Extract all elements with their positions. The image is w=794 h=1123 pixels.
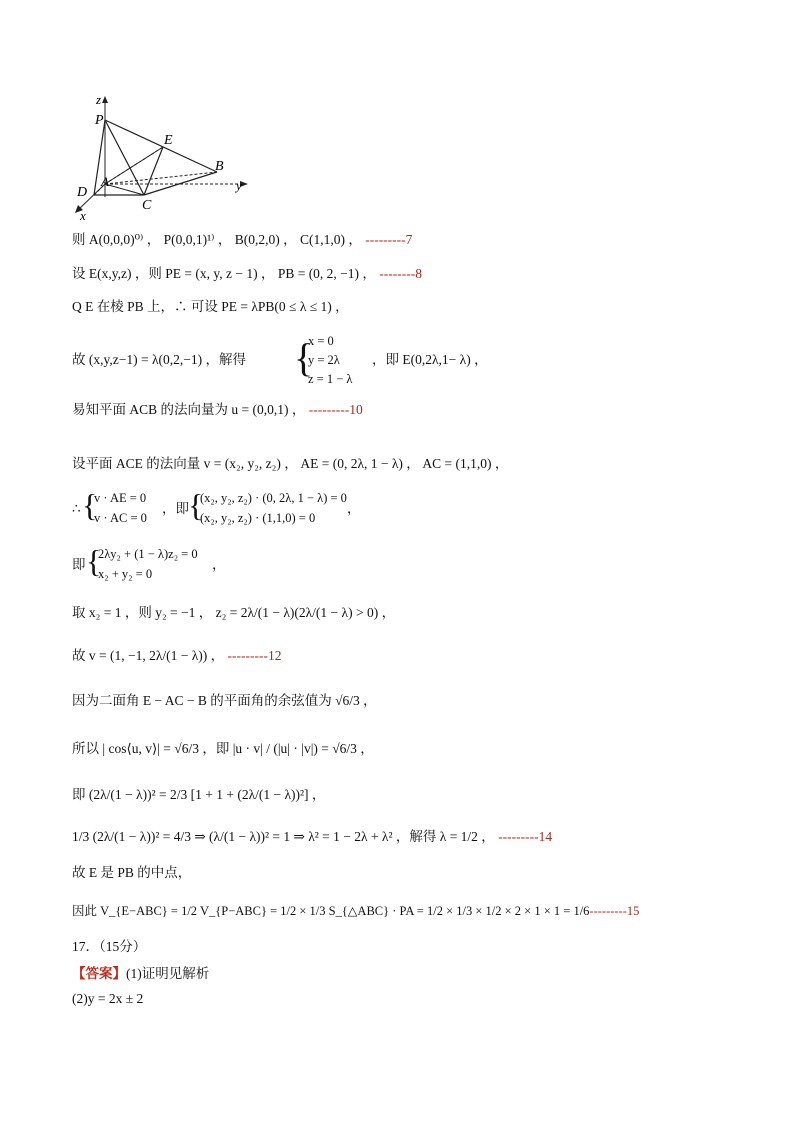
eq: x = 0 bbox=[308, 334, 334, 348]
line-set-E bbox=[72, 265, 422, 283]
z-arrow bbox=[102, 96, 108, 103]
system bbox=[98, 544, 198, 584]
score-mark: --------8 bbox=[379, 266, 423, 281]
answer-tag: 【答案】 bbox=[72, 966, 126, 981]
text: ， bbox=[212, 557, 226, 572]
label-E: E bbox=[164, 133, 173, 148]
line-E-on-PB bbox=[72, 298, 349, 316]
text: ， bbox=[347, 501, 361, 516]
text: Q E 在棱 PB 上，∴ 可设 PE = λPB(0 ≤ λ ≤ 1) ， bbox=[72, 299, 349, 314]
label-A: A bbox=[101, 174, 109, 189]
text: (2)y = 2x ± 2 bbox=[72, 991, 144, 1006]
text: 取 x₂ = 1 ，则 y₂ = −1 ， z₂ = 2λ/(1 − λ)(2λ/(1 − λ) > 0) ， bbox=[72, 605, 396, 620]
label-P: P bbox=[95, 113, 104, 128]
line-normal-ACE bbox=[72, 455, 508, 473]
line-cos bbox=[72, 740, 374, 758]
line-midpoint bbox=[72, 864, 191, 882]
line-coordinates bbox=[72, 231, 412, 249]
text: 因为二面角 E − AC − B 的平面角的余弦值为 √6/3 ， bbox=[72, 693, 377, 708]
pyramid-figure bbox=[72, 92, 262, 222]
line-equation bbox=[72, 786, 325, 804]
line-question-17 bbox=[72, 938, 146, 956]
eq: (x₂, y₂, z₂) · (0, 2λ, 1 − λ) = 0 bbox=[200, 491, 347, 505]
eq: y = 2λ bbox=[308, 353, 340, 367]
edge-CE bbox=[144, 147, 163, 195]
label-y: y bbox=[236, 178, 242, 193]
label-B: B bbox=[215, 159, 224, 174]
brace: { bbox=[188, 487, 204, 523]
text: 即 bbox=[72, 557, 86, 572]
score-mark: ---------14 bbox=[498, 829, 553, 844]
text: 故 v = (1, −1, 2λ/(1 − λ)) ， bbox=[72, 648, 228, 663]
text: ，即 bbox=[162, 501, 189, 516]
line-take-x2 bbox=[72, 604, 395, 622]
eq: v · AC = 0 bbox=[94, 511, 147, 525]
label-C: C bbox=[142, 198, 152, 213]
system-b bbox=[200, 488, 347, 528]
text: 设 E(x,y,z) ，则 PE = (x, y, z − 1) ， PB = (0, 2, −1) ， bbox=[72, 266, 380, 281]
text: 设平面 ACE 的法向量 v = (x₂, y₂, z₂) ， AE = (0, 2λ, 1 − λ) ， AC = (1,1,0) ， bbox=[72, 456, 509, 471]
line-dihedral bbox=[72, 692, 377, 710]
brace: { bbox=[82, 487, 98, 523]
text: 因此 V_{E−ABC} = 1/2 V_{P−ABC} = 1/2 × 1/3 S_{△ABC} · PA = 1/2 × 1/3 × 1/2 × 2 × 1 × 1 = 1/6 bbox=[72, 904, 590, 918]
eq: x₂ + y₂ = 0 bbox=[98, 567, 153, 581]
text: 即 (2λ/(1 − λ))² = 2/3 [1 + 1 + (2λ/(1 − λ))²] ， bbox=[72, 787, 326, 802]
edge-PB bbox=[105, 120, 217, 172]
edge-AC bbox=[105, 184, 144, 195]
line-answer bbox=[72, 965, 209, 983]
text: 故 E 是 PB 的中点， bbox=[72, 865, 192, 880]
brace: { bbox=[86, 543, 102, 579]
label-z: z bbox=[96, 92, 102, 107]
eq: 2λy₂ + (1 − λ)z₂ = 0 bbox=[98, 547, 198, 561]
text: 1/3 (2λ/(1 − λ))² = 4/3 ⇒ (λ/(1 − λ))² = 1 ⇒ λ² = 1 − 2λ + λ² ，解得 λ = 1/2 ， bbox=[72, 829, 499, 844]
system-xyz bbox=[308, 332, 352, 389]
text: 易知平面 ACB 的法向量为 u = (0,0,1) ， bbox=[72, 402, 309, 417]
eq: z = 1 − λ bbox=[308, 372, 353, 386]
text: 所以 | cos⟨u, v⟩| = √6/3 ，即 |u · v| / (|u| · |v|) = √6/3 ， bbox=[72, 741, 374, 756]
system-a bbox=[94, 488, 147, 528]
label-x: x bbox=[80, 208, 86, 222]
brace: { bbox=[294, 335, 314, 380]
text: 则 A(0,0,0)⁰⁾ ， P(0,0,1)¹⁾ ， B(0,2,0) ， C(1,1,0) ， bbox=[72, 232, 366, 247]
text: (1)证明见解析 bbox=[126, 966, 210, 981]
line-solve-lambda bbox=[72, 828, 552, 846]
score-mark: ---------15 bbox=[589, 904, 640, 918]
line-v-vector bbox=[72, 647, 282, 665]
line-answer-2 bbox=[72, 990, 143, 1008]
eq: v · AE = 0 bbox=[94, 491, 147, 505]
text: 故 (x,y,z−1) = λ(0,2,−1) ，解得 bbox=[72, 352, 246, 367]
line-volume bbox=[72, 902, 639, 920]
therefore: ∴ bbox=[72, 501, 81, 516]
label-D: D bbox=[77, 185, 88, 200]
score-mark: ---------7 bbox=[365, 232, 413, 247]
score-mark: ---------12 bbox=[227, 648, 282, 663]
score-mark: ---------10 bbox=[308, 402, 363, 417]
eq: (x₂, y₂, z₂) · (1,1,0) = 0 bbox=[200, 511, 316, 525]
text: 17．（15分） bbox=[72, 939, 147, 954]
text: ，即 E(0,2λ,1− λ) ， bbox=[372, 352, 488, 367]
line-normal-ACB bbox=[72, 401, 363, 419]
